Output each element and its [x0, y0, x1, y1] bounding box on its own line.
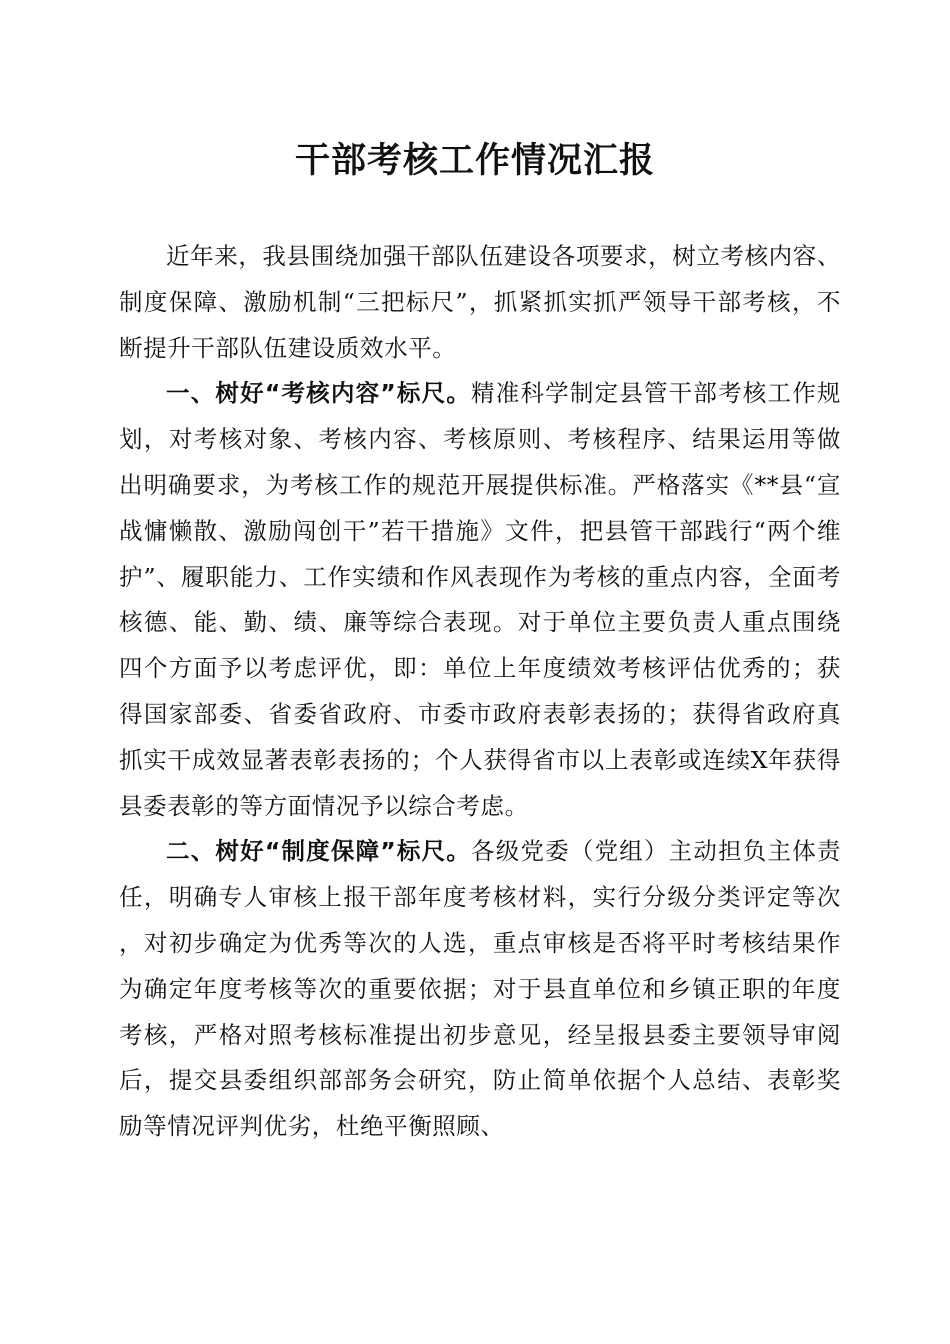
paragraph-text: 精准科学制定县管干部考核工作规划，对考核对象、考核内容、考核原则、考核程序、结果运用等做出明确要求，为考核工作的规范开展提供标准。严格落实《**县“宣战慵懒散、激励闯创干”若干措施》文件，把县管干部践行“两个维护”、履职能力、工作实绩和作风表现作为考核的重点内容，全面考核德、能、勤、绩、廉等综合表现。对于单位主要负责人重点围绕四个方面予以考虑评优，即：单位上年度绩效考核评估优秀的；获得国家部委、省委省政府、市委市政府表彰表扬的；获得省政府真抓实干成效显著表彰表扬的；个人获得省市以上表彰或连续X年获得县委表彰的等方面情况予以综合考虑。	[119, 379, 841, 820]
paragraph-section-2	[119, 829, 841, 1150]
paragraph-text: 近年来，我县围绕加强干部队伍建设各项要求，树立考核内容、制度保障、激励机制“三把标尺”，抓紧抓实抓严领导干部考核，不断提升干部队伍建设质效水平。	[119, 242, 841, 362]
section-heading: 一、树好“考核内容”标尺。	[166, 379, 472, 408]
paragraph-section-1	[119, 371, 841, 829]
document-title: 干部考核工作情况汇报	[294, 140, 655, 181]
section-heading: 二、树好“制度保障”标尺。	[166, 837, 472, 866]
paragraph-text: 各级党委（党组）主动担负主体责任，明确专人审核上报干部年度考核材料，实行分级分类评定等次，对初步确定为优秀等次的人选，重点审核是否将平时考核结果作为确定年度考核等次的重要依据；对于县直单位和乡镇正职的年度考核，严格对照考核标准提出初步意见，经呈报县委主要领导审阅后，提交县委组织部部务会研究，防止简单依据个人总结、表彰奖励等情况评判优劣，杜绝平衡照顾、	[119, 837, 841, 1141]
document-body	[119, 234, 841, 1150]
paragraph-intro	[119, 234, 841, 371]
